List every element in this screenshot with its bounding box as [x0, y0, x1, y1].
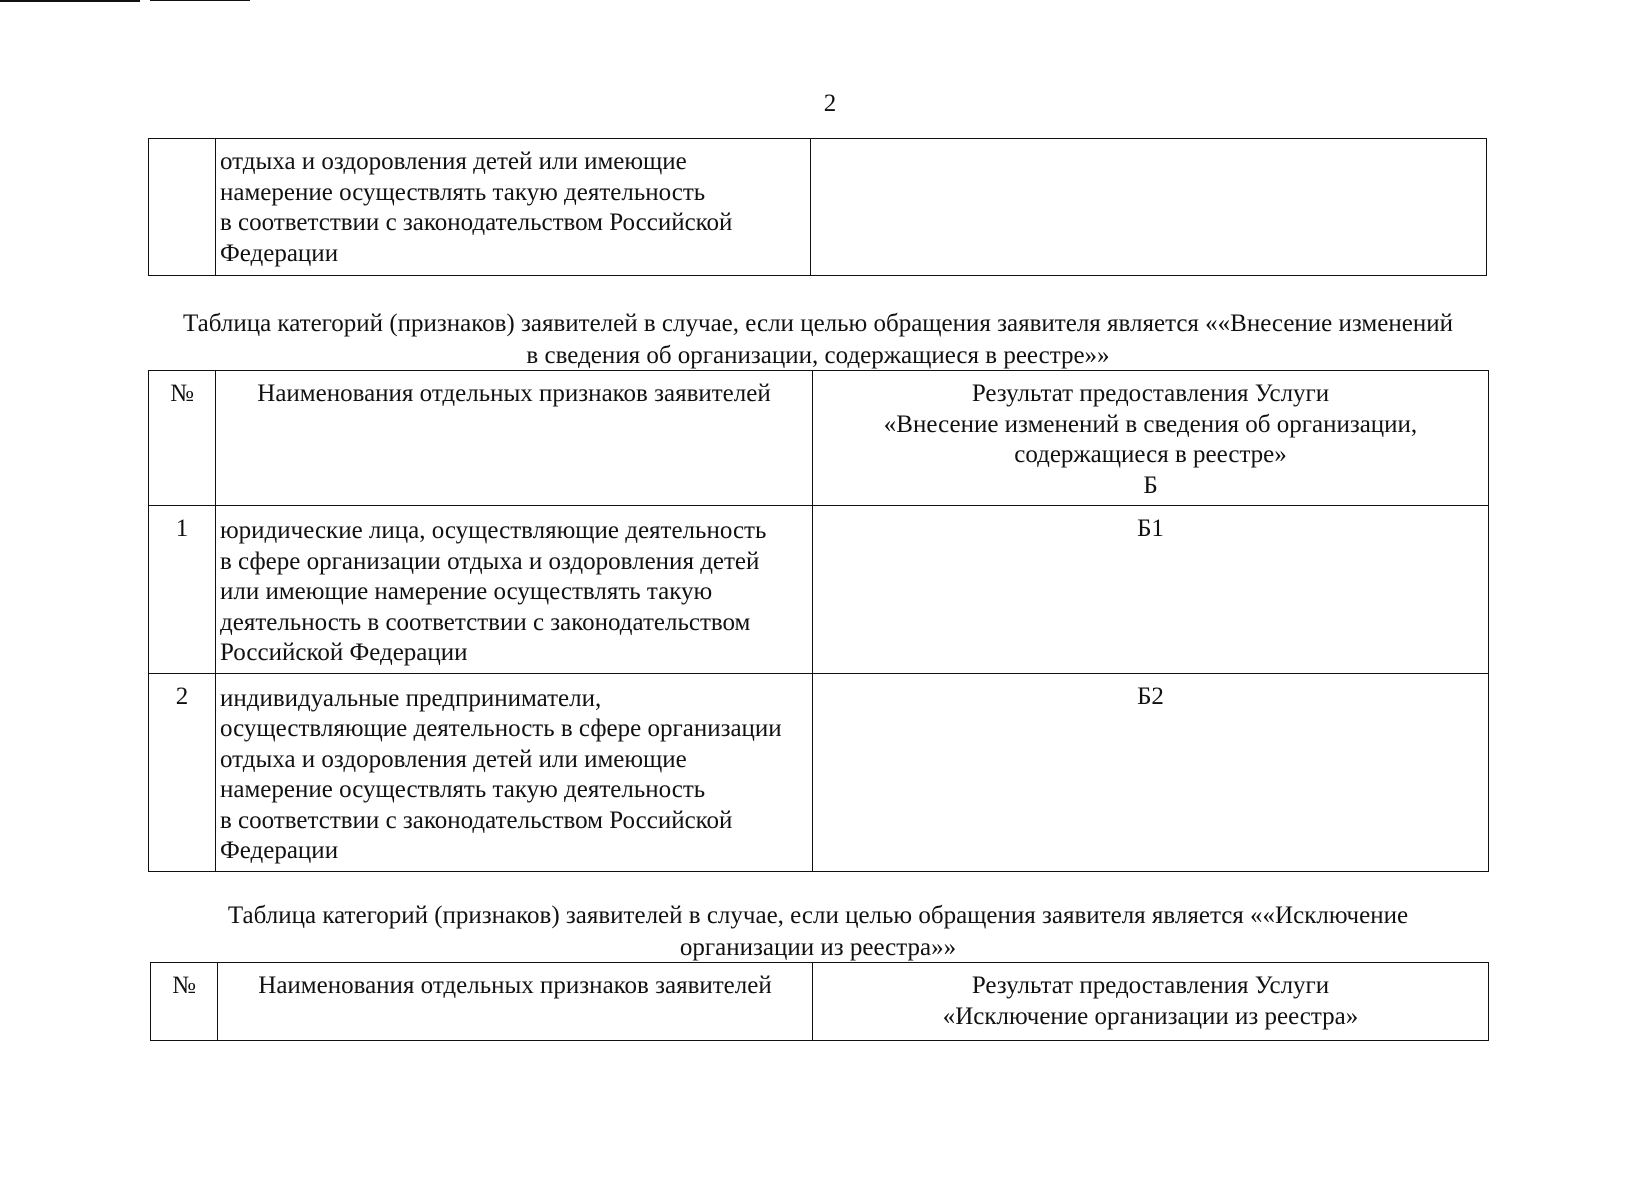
cell-text-line: Результат предоставления Услуги: [971, 972, 1330, 999]
table-b-caption: [148, 308, 1488, 372]
cell-text-line: отдыха и оздоровления детей или имеющие: [220, 745, 687, 773]
caption-line: в сведения об организации, содержащиеся в реестре»»: [526, 342, 1110, 369]
page-number: 2: [823, 90, 837, 117]
header-attribute-cell: Наименования отдельных признаков заявителей: [216, 371, 813, 506]
service-result-cell: Б1: [813, 506, 1489, 674]
applicant-attribute-cell: [216, 506, 813, 674]
cell-text-line: Результат предоставления Услуги: [971, 380, 1330, 407]
cell-text-line: намерение осуществлять такую деятельность: [220, 776, 706, 803]
scan-edge-mark: [0, 0, 140, 2]
scan-edge-mark: [150, 0, 250, 1]
table-header-row: [149, 371, 1489, 506]
row-number-cell: 1: [149, 506, 216, 674]
cell-text-line: Российской Федерации: [220, 639, 468, 666]
table-row: [149, 139, 1487, 276]
header-result-cell: [813, 371, 1489, 506]
applicant-categories-table-c: [150, 962, 1489, 1041]
caption-line: организации из реестра»»: [679, 934, 957, 961]
cell-text-line: содержащиеся в реестре»: [1014, 441, 1287, 468]
cell-text-line: индивидуальные предприниматели,: [220, 684, 602, 712]
table-c-caption: [148, 900, 1488, 964]
cell-text-line: в сфере организации отдыха и оздоровления детей: [220, 547, 760, 575]
cell-text-line: отдыха и оздоровления детей или имеющие: [220, 148, 687, 175]
header-number-cell: №: [149, 371, 216, 506]
applicant-attribute-cell: [216, 673, 813, 871]
continuation-table: [148, 138, 1487, 276]
cell-text-line: намерение осуществлять такую деятельность: [220, 178, 706, 206]
applicant-attribute-cell: [216, 139, 811, 276]
service-result-cell: [811, 139, 1487, 276]
cell-text-line: Федерации: [220, 239, 339, 267]
table-row: [149, 673, 1489, 871]
cell-text-line: деятельность в соответствии с законодательством: [220, 608, 751, 636]
cell-text-line: юридические лица, осуществляющие деятельность: [220, 517, 767, 544]
cell-text-line: осуществляющие деятельность в сфере организации: [220, 715, 782, 742]
caption-line: Таблица категорий (признаков) заявителей в случае, если целью обращения заявителя является ««Внесение изменений: [183, 310, 1453, 337]
applicant-categories-table-b: [148, 370, 1489, 872]
caption-line: Таблица категорий (признаков) заявителей в случае, если целью обращения заявителя является ««Исключение: [227, 902, 1409, 929]
cell-text-line: в соответствии с законодательством Российской: [220, 806, 733, 834]
cell-text-line: в соответствии с законодательством Российской: [220, 209, 733, 236]
cell-text-line: Б: [1143, 471, 1158, 499]
header-number-cell: №: [151, 963, 218, 1041]
cell-text-line: «Исключение организации из реестра»: [942, 1002, 1359, 1030]
cell-text-line: или имеющие намерение осуществлять такую: [220, 578, 713, 605]
table-header-row: [151, 963, 1489, 1041]
row-number-cell: 2: [149, 673, 216, 871]
table-row: [149, 506, 1489, 674]
cell-text-line: Федерации: [220, 837, 339, 864]
cell-text-line: «Внесение изменений в сведения об организации,: [883, 410, 1418, 438]
header-result-cell: [813, 963, 1489, 1041]
row-number-cell: [149, 139, 216, 276]
service-result-cell: Б2: [813, 673, 1489, 871]
header-attribute-cell: Наименования отдельных признаков заявителей: [218, 963, 813, 1041]
